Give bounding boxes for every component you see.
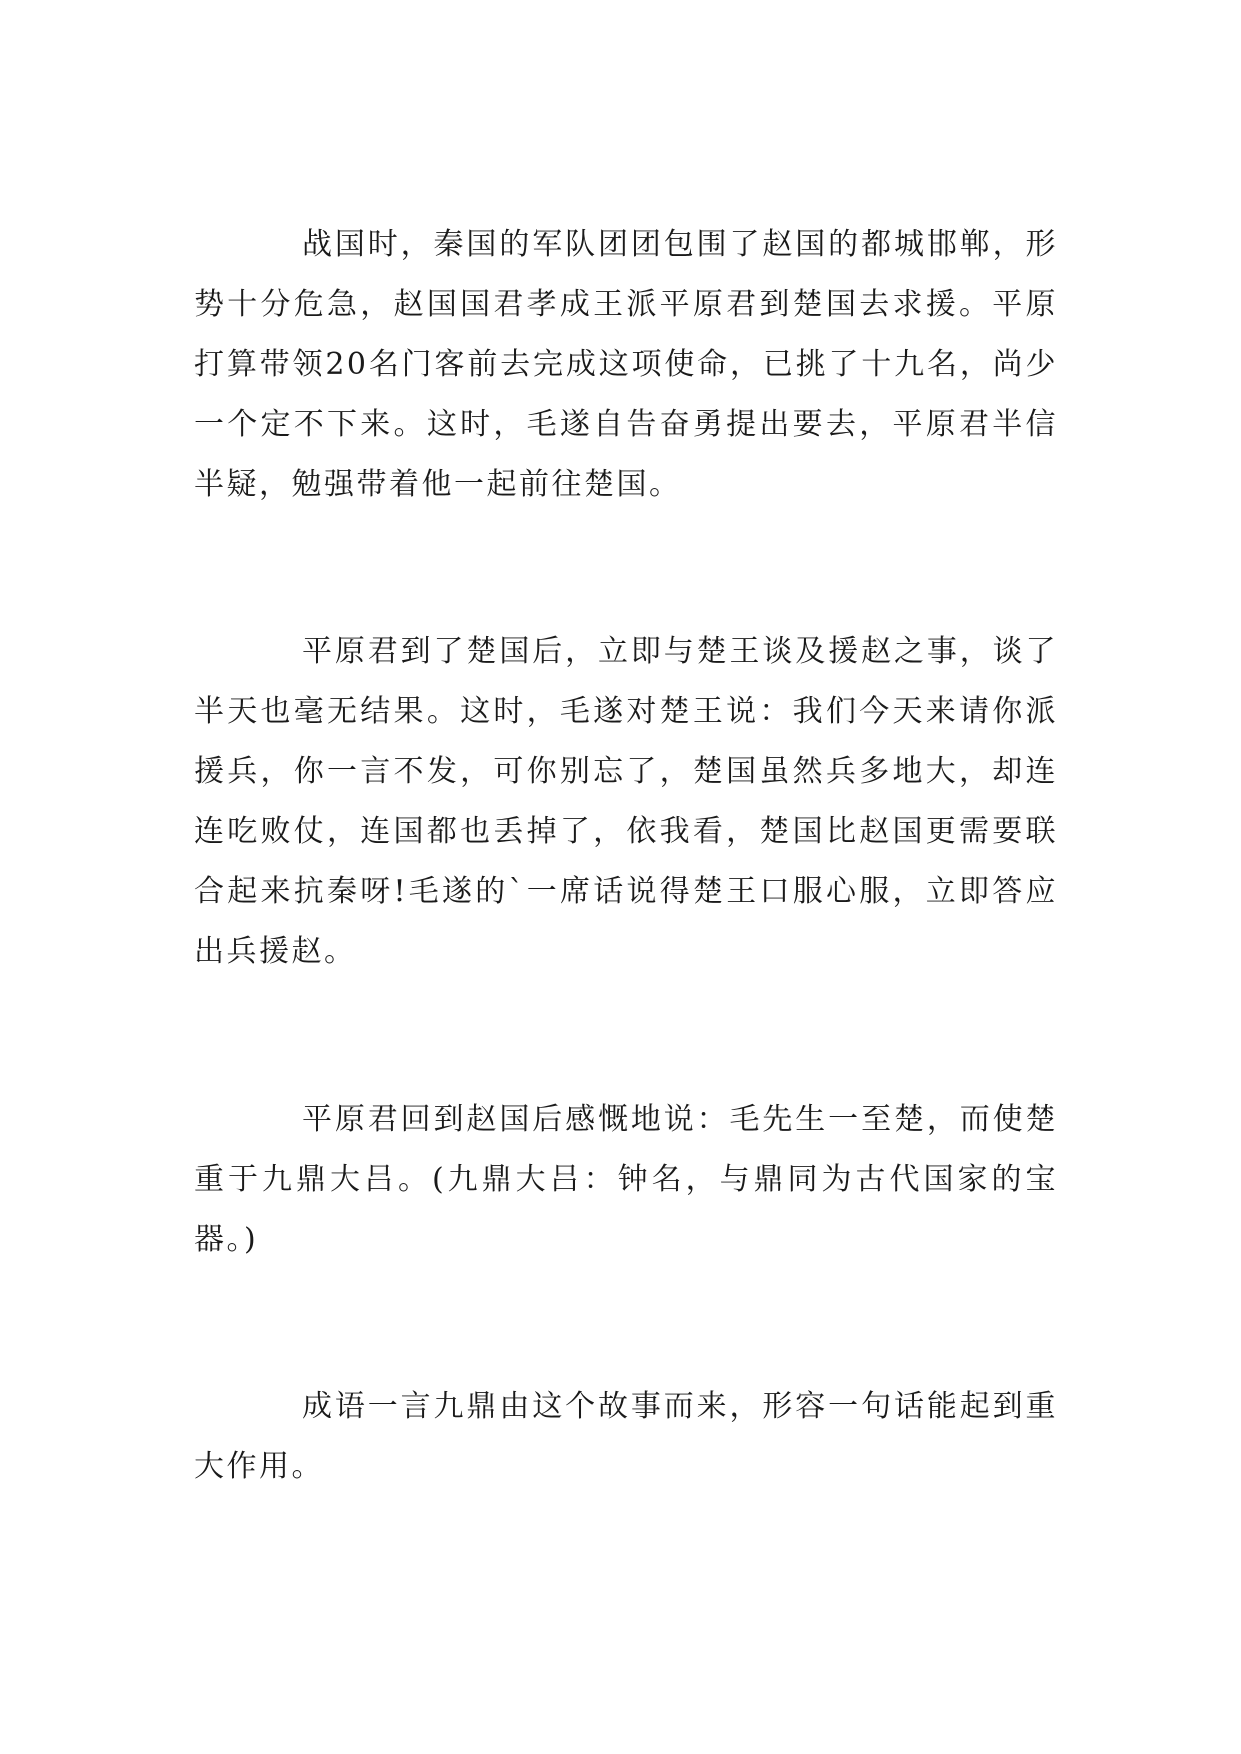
paragraph-3: 平原君回到赵国后感慨地说：毛先生一至楚，而使楚重于九鼎大吕。(九鼎大吕：钟名，与鼎同为古代国家的宝器。) [194,1102,1058,1257]
paragraph-4: 成语一言九鼎由这个故事而来，形容一句话能起到重大作用。 [194,1389,1058,1484]
paragraph-2: 平原君到了楚国后，立即与楚王谈及援赵之事，谈了半天也毫无结果。这时，毛遂对楚王说：我们今天来请你派援兵，你一言不发，可你别忘了，楚国虽然兵多地大，却连连吃败仗，连国都也丢掉了，依我看，楚国比赵国更需要联合起来抗秦呀!毛遂的`一席话说得楚王口服心服，立即答应出兵援赵。 [194,634,1058,969]
paragraph-1: 战国时，秦国的军队团团包围了赵国的都城邯郸，形势十分危急，赵国国君孝成王派平原君到楚国去求援。平原打算带领20名门客前去完成这项使命，已挑了十九名，尚少一个定不下来。这时，毛遂自告奋勇提出要去，平原君半信半疑，勉强带着他一起前往楚国。 [194,227,1058,502]
